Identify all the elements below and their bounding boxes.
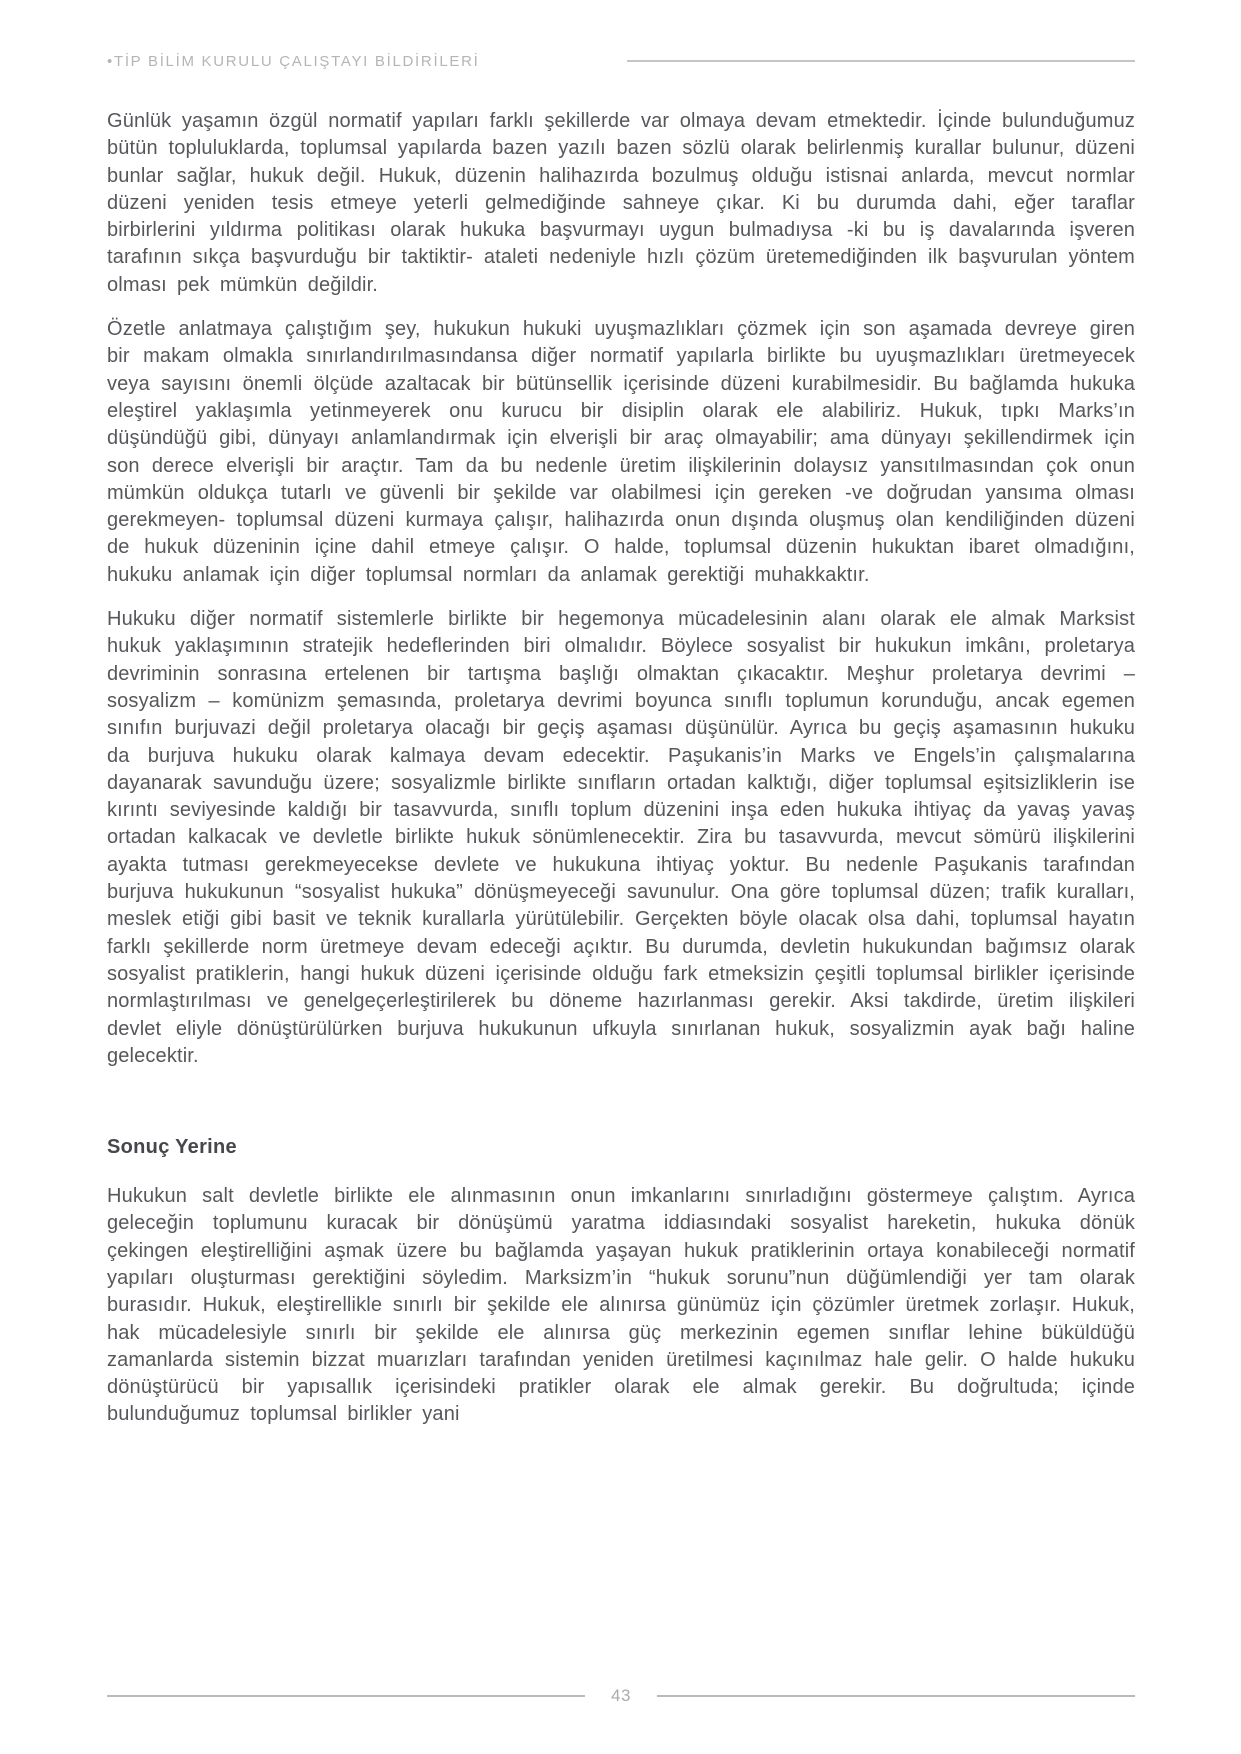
footer-rule-right xyxy=(657,1695,1135,1697)
page-number: 43 xyxy=(611,1686,631,1705)
footer-rule-left xyxy=(107,1695,585,1697)
header-rule xyxy=(627,60,1135,62)
paragraph: Hukuku diğer normatif sistemlerle birlikte bir hegemonya mücadelesinin alanı olarak ele almak Marksist hukuk yaklaşımının stratejik hedeflerinden biri olmalıdır. Böylece sosyalist bir hukukun imkânı, proletarya devriminin sonrasına ertelenen bir tartışma başlığı olmaktan çıkacaktır. Meşhur proletarya devrimi – sosyalizm – komünizm şemasında, proletarya devrimi boyunca sınıflı toplumun korunduğu, ancak egemen sınıfın burjuvazi değil proletarya olacağı bir geçiş aşaması düşünülür. Ayrıca bu geçiş aşamasının hukuku da burjuva hukuku olarak kalmaya devam edecektir. Paşukanis’in Marks ve Engels’in çalışmalarına dayanarak savunduğu üzere; sosyalizmle birlikte sınıfların ortadan kalktığı, diğer toplumsal eşitsizliklerin ise kırıntı seviyesinde kaldığı bir tasavvurda, sınıflı toplum düzenini inşa eden hukuka ihtiyaç da yavaş yavaş ortadan kalkacak ve devletle birlikte hukuk sönümlenecektir. Zira bu tasavvurda, mevcut sömürü ilişkilerini ayakta tutması gerekmeyecekse devlete ve hukukuna ihtiyaç yoktur. Bu nedenle Paşukanis tarafından burjuva hukukunun “sosyalist hukuka” dönüşmeyeceği savunulur. Ona göre toplumsal düzen; trafik kuralları, meslek etiği gibi basit ve teknik kurallarla yürütülebilir. Gerçekten böyle olacak olsa dahi, toplumsal hayatın farklı şekillerde norm üretmeye devam edeceği açıktır. Bu durumda, devletin hukukundan bağımsız olarak sosyalist pratiklerin, hangi hukuk düzeni içerisinde olduğu fark etmeksizin çeşitli toplumsal birlikler içerisinde normlaştırılması ve genelgeçerleştirilerek bu döneme hazırlanması gerekir. Aksi takdirde, üretim ilişkileri devlet eliyle dönüştürülürken burjuva hukukunun ufkuyla sınırlanan hukuk, sosyalizmin ayak bağı haline gelecektir. xyxy=(107,608,1135,1067)
paragraph: Günlük yaşamın özgül normatif yapıları farklı şekillerde var olmaya devam etmektedir. İçinde bulunduğumuz bütün topluluklarda, toplumsal yapılarda bazen yazılı bazen sözlü olarak belirlenmiş kurallar bulunur, düzeni bunlar sağlar, hukuk değil. Hukuk, düzenin halihazırda bozulmuş olduğu istisnai anlarda, mevcut normlar düzeni yeniden tesis etmeye yeterli gelmediğinde sahneye çıkar. Ki bu durumda dahi, eğer taraflar birbirlerini yıldırma politikası olarak hukuka başvurmayı uygun bulmadıysa -ki bu iş davalarında işveren tarafının sıkça başvurduğu bir taktiktir- ataleti nedeniyle hızlı çözüm üretemediğinden ilk başvurulan yöntem olması pek mümkün değildir. xyxy=(107,110,1135,296)
document-body xyxy=(107,108,1135,1429)
page-header xyxy=(107,50,1135,72)
running-head-title: •TİP BİLİM KURULU ÇALIŞTAYI BİLDİRİLERİ xyxy=(107,52,480,70)
page-footer xyxy=(107,1687,1135,1704)
section-heading: Sonuç Yerine xyxy=(107,1136,237,1159)
paragraph: Özetle anlatmaya çalıştığım şey, hukukun hukuki uyuşmazlıkları çözmek için son aşamada devreye giren bir makam olmakla sınırlandırılmasındansa diğer normatif yapılarla birlikte bu uyuşmazlıkları üretmeyecek veya sayısını önemli ölçüde azaltacak bir bütünsellik içerisinde düzeni kurabilmesidir. Bu bağlamda hukuka eleştirel yaklaşımla yetinmeyerek onu kurucu bir disiplin olarak ele alabiliriz. Hukuk, tıpkı Marks’ın düşündüğü gibi, dünyayı anlamlandırmak için elverişli bir araç olmayabilir; ama dünyayı şekillendirmek için son derece elverişli bir araçtır. Tam da bu nedenle üretim ilişkilerinin dolaysız yansıtılmasından çok onun mümkün oldukça tutarlı ve güvenli bir şekilde var olabilmesi için gereken -ve doğrudan yansıma olması gerekmeyen- toplumsal düzeni kurmaya çalışır, halihazırda onun dışında oluşmuş olan kendiliğinden düzeni de hukuk düzeninin içine dahil etmeye çalışır. O halde, toplumsal düzenin hukuktan ibaret olmadığını, hukuku anlamak için diğer toplumsal normları da anlamak gerektiği muhakkaktır. xyxy=(107,318,1135,586)
paragraph: Hukukun salt devletle birlikte ele alınmasının onun imkanlarını sınırladığını göstermeye çalıştım. Ayrıca geleceğin toplumunu kuracak bir dönüşümü yaratma iddiasındaki sosyalist hareketin, hukuka dönük çekingen eleştirelliğini aşmak üzere bu bağlamda yaşayan hukuk pratiklerinin ortaya konabileceği normatif yapıları oluşturması gerektiğini söyledim. Marksizm’in “hukuk sorunu”nun düğümlendiği yer tam olarak burasıdır. Hukuk, eleştirellikle sınırlı bir şekilde ele alınırsa günümüz için çözümler üretmek zorlaşır. Hukuk, hak mücadelesiyle sınırlı bir şekilde ele alınırsa güç merkezinin egemen sınıflar lehine büküldüğü zamanlarda sistemin bizzat muarızları tarafından yeniden üretilmesi kaçınılmaz hale gelir. O halde hukuku dönüştürücü bir yapısallık içerisindeki pratikler olarak ele almak gerekir. Bu doğrultuda; içinde bulunduğumuz toplumsal birlikler yani xyxy=(107,1185,1135,1426)
